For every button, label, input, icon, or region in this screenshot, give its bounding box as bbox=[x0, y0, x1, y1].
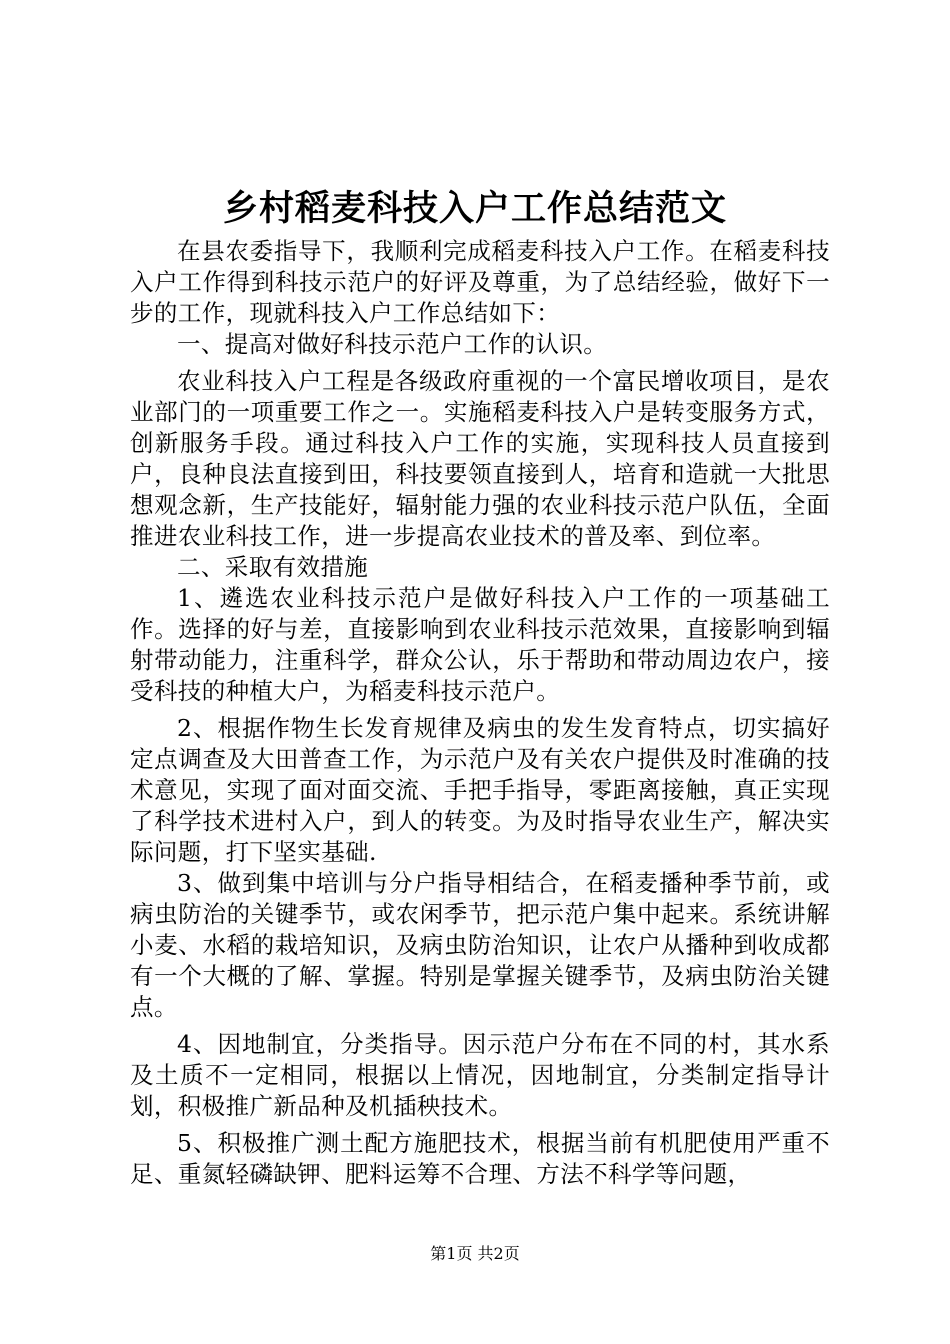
section-heading-2: 二、采取有效措施 bbox=[177, 553, 369, 581]
section-heading-1: 一、提高对做好科技示范户工作的认识。 bbox=[177, 330, 608, 358]
page-number: 第1页 共2页 bbox=[430, 1244, 520, 1263]
paragraph-section-1: 农业科技入户工程是各级政府重视的一个富民增收项目，是农业部门的一项重要工作之一。实施稻麦科技入户是转变服务方式，创新服务手段。通过科技入户工作的实施，实现科技人员直接到户，良种良法直接到田，科技要领直接到人，培育和造就一大批思想观念新，生产技能好，辐射能力强的农业科技示范户队伍，全面推进农业科技工作，进一步提高农业技术的普及率、到位率。 bbox=[130, 367, 830, 550]
paragraph-measure-2: 2、根据作物生长发育规律及病虫的发生发育特点，切实搞好定点调查及大田普查工作，为示范户及有关农户提供及时准确的技术意见，实现了面对面交流、手把手指导，零距离接触，真正实现了科学技术进村入户，到人的转变。为及时指导农业生产，解决实际问题，打下坚实基础. bbox=[130, 714, 830, 866]
paragraph-measure-3: 3、做到集中培训与分户指导相结合，在稻麦播种季节前，或病虫防治的关键季节，或农闲季节，把示范户集中起来。系统讲解小麦、水稻的栽培知识，及病虫防治知识，让农户从播种到收成都有一个大概的了解、掌握。特别是掌握关键季节，及病虫防治关键点。 bbox=[130, 869, 830, 1021]
paragraph-intro: 在县农委指导下，我顺利完成稻麦科技入户工作。在稻麦科技入户工作得到科技示范户的好评及尊重，为了总结经验，做好下一步的工作，现就科技入户工作总结如下： bbox=[130, 237, 830, 327]
document-body bbox=[130, 236, 830, 1190]
document-title: 乡村稻麦科技入户工作总结范文 bbox=[222, 188, 727, 229]
paragraph-measure-1: 1、遴选农业科技示范户是做好科技入户工作的一项基础工作。选择的好与差，直接影响到农业科技示范效果，直接影响到辐射带动能力，注重科学，群众公认，乐于帮助和带动周边农户，接受科技的种植大户，为稻麦科技示范户。 bbox=[130, 584, 830, 705]
paragraph-measure-4: 4、因地制宜，分类指导。因示范户分布在不同的村，其水系及土质不一定相同，根据以上情况，因地制宜，分类制定指导计划，积极推广新品种及机插秧技术。 bbox=[130, 1030, 830, 1120]
paragraph-measure-5: 5、积极推广测土配方施肥技术，根据当前有机肥使用严重不足、重氮轻磷缺钾、肥料运筹不合理、方法不科学等问题， bbox=[130, 1129, 830, 1188]
